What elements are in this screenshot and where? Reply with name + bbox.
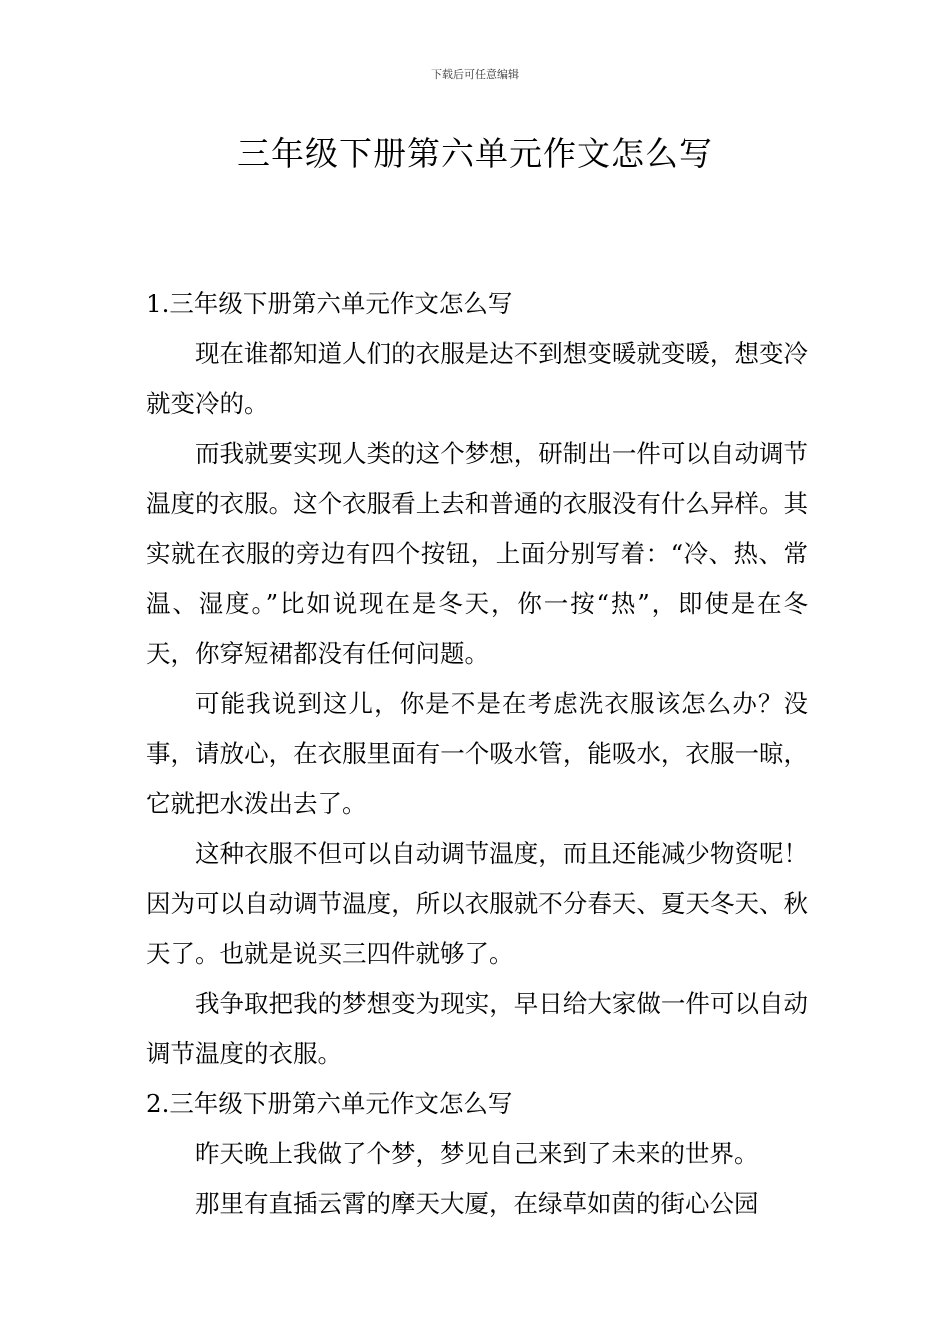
section-heading: 2.三年级下册第六单元作文怎么写 (146, 1089, 513, 1118)
section-2 (146, 1079, 808, 1229)
paragraph: 这种衣服不但可以自动调节温度，而且还能减少物资呢！因为可以自动调节温度，所以衣服就不分春天、夏天冬天、秋天了。也就是说买三四件就够了。 (146, 839, 808, 968)
paragraph: 而我就要实现人类的这个梦想，研制出一件可以自动调节温度的衣服。这个衣服看上去和普通的衣服没有什么异样。其实就在衣服的旁边有四个按钮，上面分别写着：“冷、热、常温、湿度。”比如说现在是冬天，你一按“热”，即使是在冬天，你穿短裙都没有任何问题。 (146, 439, 808, 668)
paragraph: 昨天晚上我做了个梦，梦见自己来到了未来的世界。 (195, 1139, 759, 1168)
paragraph: 那里有直插云霄的摩天大厦，在绿草如茵的街心公园 (195, 1189, 759, 1218)
section-heading: 1.三年级下册第六单元作文怎么写 (146, 289, 513, 318)
document-title: 三年级下册第六单元作文怎么写 (237, 134, 713, 173)
header-note: 下载后可任意编辑 (431, 68, 519, 81)
paragraph: 我争取把我的梦想变为现实，早日给大家做一件可以自动调节温度的衣服。 (146, 989, 808, 1068)
paragraph: 现在谁都知道人们的衣服是达不到想变暖就变暖，想变冷就变冷的。 (146, 339, 808, 418)
document-body (146, 279, 808, 1229)
section-1 (146, 279, 808, 1079)
paragraph: 可能我说到这儿，你是不是在考虑洗衣服该怎么办？没事，请放心，在衣服里面有一个吸水管，能吸水，衣服一晾，它就把水泼出去了。 (146, 689, 808, 818)
